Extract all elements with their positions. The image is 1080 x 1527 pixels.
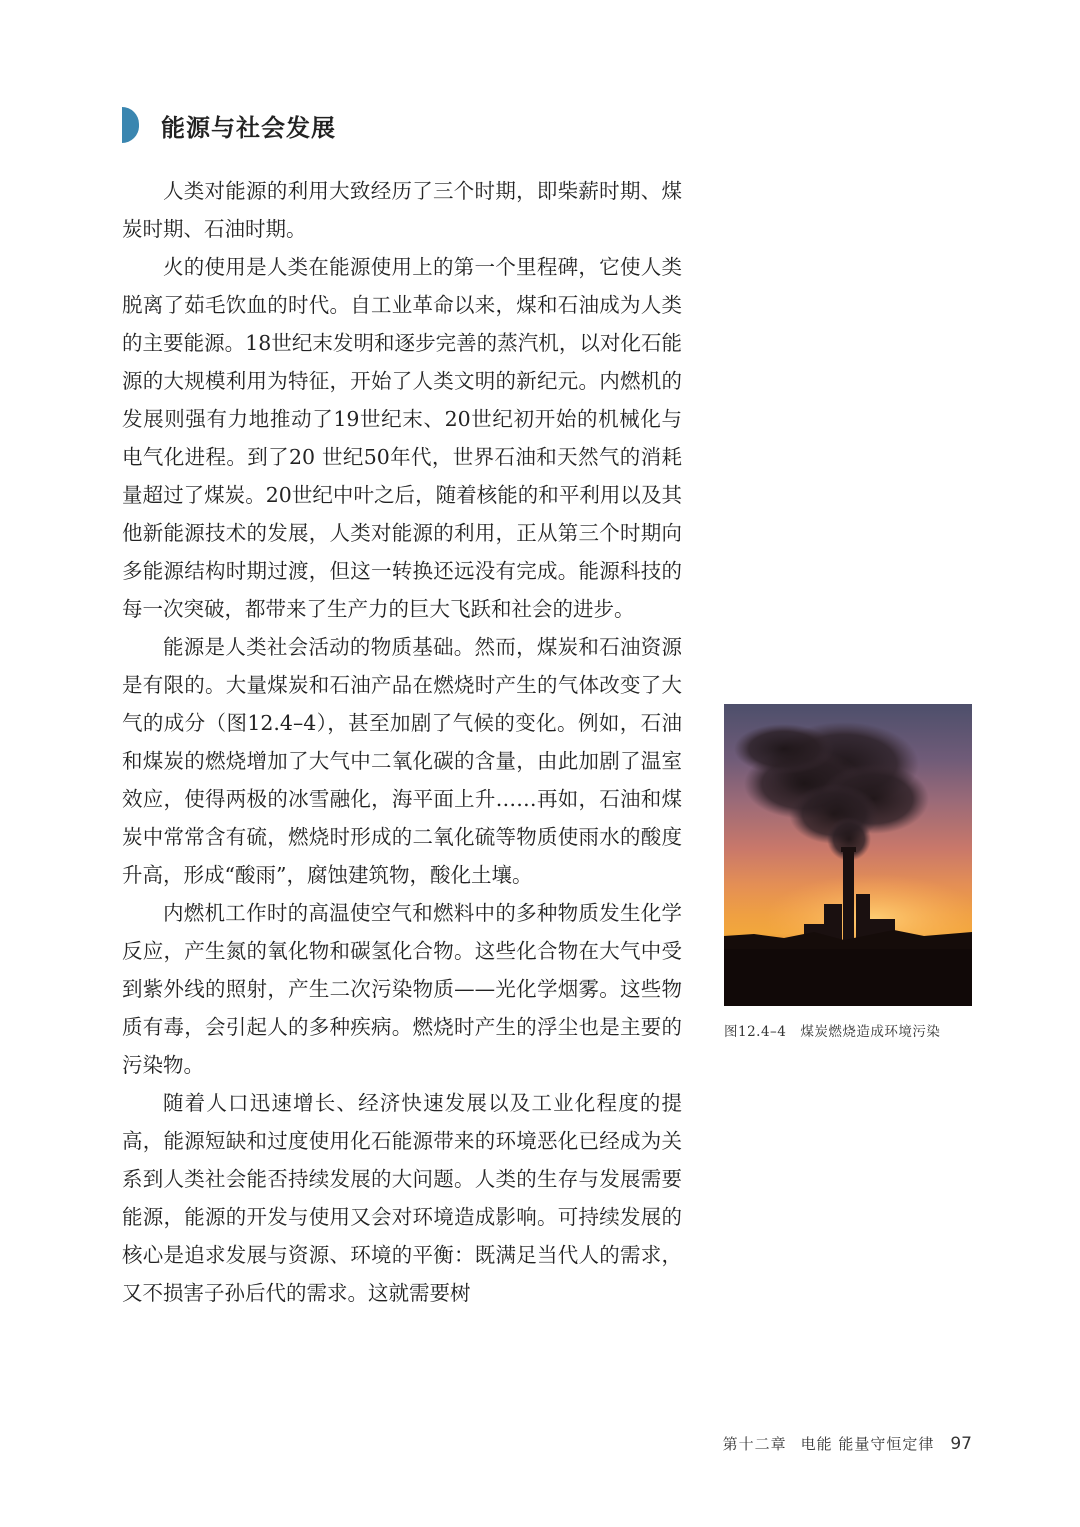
chapter-title: 电能 能量守恒定律 <box>800 1435 935 1453</box>
heading-marker <box>122 107 139 143</box>
figure-number: 图12.4–4 <box>724 1024 787 1040</box>
section-heading <box>122 103 336 147</box>
figure-caption-text: 煤炭燃烧造成环境污染 <box>800 1024 941 1040</box>
paragraph: 能源是人类社会活动的物质基础。然而，煤炭和石油资源是有限的。大量煤炭和石油产品在燃烧时产生的气体改变了大气的成分（图12.4–4），甚至加剧了气候的变化。例如，石油和煤炭的燃烧增加了大气中二氧化碳的含量，由此加剧了温室效应，使得两极的冰雪融化，海平面上升……再如，石油和煤炭中常常含有硫，燃烧时形成的二氧化硫等物质使雨水的酸度升高，形成“酸雨”，腐蚀建筑物，酸化土壤。 <box>122 635 682 887</box>
body-text <box>122 172 682 1312</box>
chapter-label: 第十二章 <box>722 1435 787 1453</box>
smokestack-pollution-photo <box>724 704 972 1006</box>
section-title: 能源与社会发展 <box>161 113 336 142</box>
figure-caption <box>724 1020 972 1040</box>
paragraph: 内燃机工作时的高温使空气和燃料中的多种物质发生化学反应，产生氮的氧化物和碳氢化合物。这些化合物在大气中受到紫外线的照射，产生二次污染物质——光化学烟雾。这些物质有毒，会引起人的多种疾病。燃烧时产生的浮尘也是主要的污染物。 <box>122 901 682 1077</box>
paragraph: 人类对能源的利用大致经历了三个时期，即柴薪时期、煤炭时期、石油时期。 <box>122 179 682 241</box>
page-footer <box>723 1433 972 1454</box>
figure <box>724 704 972 1040</box>
paragraph: 随着人口迅速增长、经济快速发展以及工业化程度的提高，能源短缺和过度使用化石能源带来的环境恶化已经成为关系到人类社会能否持续发展的大问题。人类的生存与发展需要能源，能源的开发与使用又会对环境造成影响。可持续发展的核心是追求发展与资源、环境的平衡：既满足当代人的需求，又不损害子孙后代的需求。这就需要树 <box>122 1091 682 1305</box>
page-number: 97 <box>950 1434 972 1454</box>
paragraph: 火的使用是人类在能源使用上的第一个里程碑，它使人类脱离了茹毛饮血的时代。自工业革命以来，煤和石油成为人类的主要能源。18世纪末发明和逐步完善的蒸汽机，以对化石能源的大规模利用为特征，开始了人类文明的新纪元。内燃机的发展则强有力地推动了19世纪末、20世纪初开始的机械化与电气化进程。到了20 世纪50年代，世界石油和天然气的消耗量超过了煤炭。20世纪中叶之后，随着核能的和平利用以及其他新能源技术的发展，人类对能源的利用，正从第三个时期向多能源结构时期过渡，但这一转换还远没有完成。能源科技的每一次突破，都带来了生产力的巨大飞跃和社会的进步。 <box>122 255 682 621</box>
